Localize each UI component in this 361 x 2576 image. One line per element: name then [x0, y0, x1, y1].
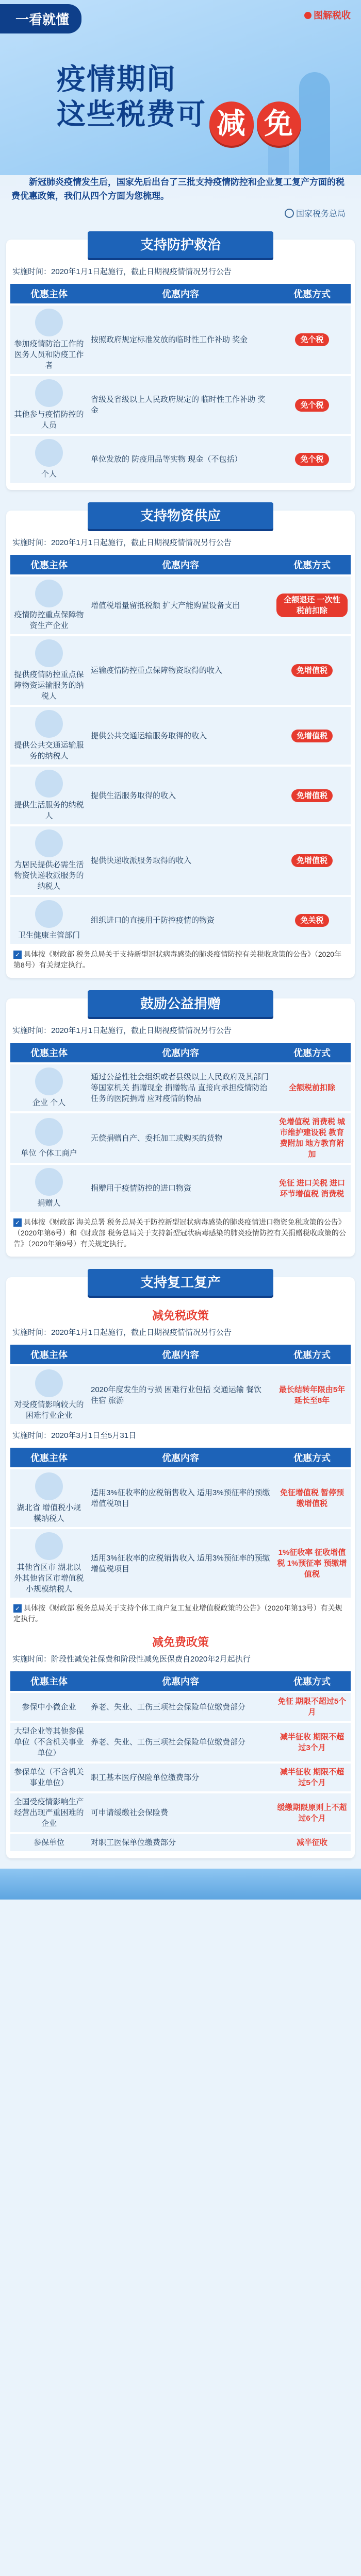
- policy-table: [6, 1041, 355, 1214]
- courier-icon: [35, 829, 63, 857]
- section-donation: [6, 998, 355, 1257]
- health-dept-icon: [35, 900, 63, 928]
- table-row: [10, 707, 351, 765]
- cell-subject: [10, 577, 88, 634]
- source-text: 国家税务总局: [296, 210, 346, 218]
- section-note: [6, 946, 355, 973]
- donor-icon: [35, 1168, 63, 1196]
- col-content: 优惠内容: [88, 1345, 273, 1364]
- building-decoration-icon: [299, 72, 330, 175]
- col-content: 优惠内容: [88, 1671, 273, 1691]
- site-logo[interactable]: [304, 8, 351, 22]
- section-supply: [6, 508, 355, 978]
- cell-subject: 大型企业等其他参保单位（不含机关事业单位）: [10, 1723, 88, 1761]
- cell-way: [273, 826, 351, 895]
- cell-content: 通过公益性社会组织或者县级以上人民政府及其部门等国家机关 捐赠现金 捐赠物品 直接向承担疫情防治任务的医院捐赠 应对疫情的物品: [88, 1064, 273, 1111]
- cell-way: [273, 767, 351, 824]
- cell-subject: 参保单位: [10, 1834, 88, 1851]
- hubei-map-icon: [35, 1472, 63, 1500]
- china-map-icon: [35, 1532, 63, 1560]
- cell-subject: [10, 1165, 88, 1212]
- cell-subject: 全国受疫情影响生产经营出现严重困难的企业: [10, 1793, 88, 1832]
- col-subject: 优惠主体: [10, 1448, 88, 1467]
- way-text: 免征 进口关税 进口环节增值税 消费税: [278, 1178, 346, 1198]
- col-content: 优惠内容: [88, 1448, 273, 1467]
- cell-subject: [10, 376, 88, 434]
- hero-banner: [0, 0, 361, 175]
- way-text: 1%征收率 征收增值税 1%预征率 预缴增值税: [277, 1548, 347, 1579]
- table-row: [10, 1723, 351, 1761]
- logo-text: 图解税收: [314, 10, 351, 21]
- cell-way: [273, 1529, 351, 1598]
- table-row: [10, 767, 351, 824]
- check-icon: ✓: [13, 951, 22, 959]
- section-title: 支持物资供应: [88, 502, 273, 529]
- section-protection: [6, 237, 355, 490]
- subject-text: 提供生活服务的纳税人: [14, 801, 84, 820]
- cell-content: 适用3%征收率的应税销售收入 适用3%预征率的预缴增值税项目: [88, 1469, 273, 1527]
- worker-icon: [35, 379, 63, 407]
- cell-subject: [10, 1064, 88, 1111]
- person-icon: [35, 439, 63, 467]
- section-note: [6, 1214, 355, 1251]
- title-line-2: [57, 97, 301, 146]
- title-line-1: 疫情期间: [57, 63, 176, 95]
- way-badge: 免增值税: [291, 854, 333, 867]
- subject-text: 疫情防控重点保障物资生产企业: [14, 611, 84, 630]
- col-way: 优惠方式: [273, 1345, 351, 1364]
- source-credit: [0, 207, 346, 219]
- logo-icon: [304, 12, 311, 19]
- section-time: 实施时间：阶段性减免社保费和阶段性减免医保费自2020年2月起执行: [12, 1655, 251, 1664]
- way-text: 减半征收 期限不超过3个月: [280, 1732, 344, 1752]
- cell-way: [273, 1723, 351, 1761]
- cell-way: [273, 707, 351, 765]
- table-header: [10, 1345, 351, 1364]
- section-note: [6, 1600, 355, 1626]
- section-time: 实施时间：2020年1月1日起施行，截止日期视疫情情况另行公告: [12, 538, 232, 547]
- subsection-title: 减免费政策: [152, 1636, 209, 1649]
- col-way: 优惠方式: [273, 1043, 351, 1062]
- section-time: 实施时间：2020年1月1日起施行，截止日期视疫情情况另行公告: [12, 267, 232, 276]
- col-subject: 优惠主体: [10, 284, 88, 303]
- table-header: [10, 1043, 351, 1062]
- section-title: 鼓励公益捐赠: [88, 990, 273, 1017]
- cell-way: [273, 1793, 351, 1832]
- cell-content: 职工基本医疗保险单位缴费部分: [88, 1764, 273, 1791]
- way-badge: 免增值税: [291, 789, 333, 802]
- cell-subject: [10, 826, 88, 895]
- cell-content: 按照政府规定标准发放的临时性工作补助 奖金: [88, 306, 273, 374]
- cell-content: 捐赠用于疫情防控的进口物资: [88, 1165, 273, 1212]
- subject-text: 其他参与疫情防控的人员: [14, 410, 84, 430]
- cell-subject: [10, 436, 88, 483]
- cell-way: [273, 306, 351, 374]
- table-row: [10, 826, 351, 895]
- table-row: [10, 1064, 351, 1111]
- title-jian-badge: 减: [209, 101, 254, 146]
- col-way: 优惠方式: [273, 1671, 351, 1691]
- col-subject: 优惠主体: [10, 555, 88, 574]
- cell-subject: [10, 1469, 88, 1527]
- table-row: [10, 636, 351, 705]
- table-row: [10, 436, 351, 483]
- truck-icon: [35, 639, 63, 667]
- cell-way: [273, 636, 351, 705]
- section-title: 支持防护救治: [88, 231, 273, 258]
- cell-way: [273, 1113, 351, 1163]
- cell-content: 养老、失业、工伤三项社会保险单位缴费部分: [88, 1723, 273, 1761]
- cell-subject: 参保中小微企业: [10, 1693, 88, 1721]
- cell-subject: [10, 767, 88, 824]
- factory-icon: [35, 580, 63, 607]
- col-way: 优惠方式: [273, 284, 351, 303]
- cell-way: [273, 1834, 351, 1851]
- table-header: [10, 1448, 351, 1467]
- title-mian-badge: 免: [257, 101, 301, 146]
- bus-icon: [35, 710, 63, 738]
- cell-way: [273, 376, 351, 434]
- cell-way: [273, 436, 351, 483]
- policy-table: [6, 553, 355, 946]
- subject-text: 个人: [41, 470, 57, 479]
- section-resumption: [6, 1277, 355, 1858]
- subject-text: 参加疫情防治工作的医务人员和防疫工作者: [14, 340, 84, 370]
- cell-way: [273, 1764, 351, 1791]
- cell-subject: [10, 1113, 88, 1163]
- way-badge: 免个税: [295, 399, 329, 412]
- cell-subject: [10, 636, 88, 705]
- table-row: [10, 577, 351, 634]
- way-badge: 全额退还 一次性税前扣除: [276, 594, 348, 617]
- enterprise-icon: [35, 1067, 63, 1095]
- check-icon: ✓: [13, 1218, 22, 1227]
- subject-text: 其他省区市 湖北以外其他省区市增值税小规模纳税人: [14, 1563, 84, 1594]
- way-badge: 免增值税: [291, 730, 333, 742]
- section-time: 实施时间：2020年3月1日至5月31日: [12, 1431, 137, 1440]
- table-row: [10, 1693, 351, 1721]
- col-content: 优惠内容: [88, 284, 273, 303]
- way-badge: 免个税: [295, 333, 329, 346]
- cell-way: [273, 1165, 351, 1212]
- col-content: 优惠内容: [88, 1043, 273, 1062]
- subject-text: 单位 个体工商户: [21, 1148, 77, 1158]
- cell-content: 无偿捐赠自产、委托加工或购买的货物: [88, 1113, 273, 1163]
- service-icon: [35, 770, 63, 798]
- subject-text: 卫生健康主管部门: [18, 931, 80, 940]
- cell-content: 可申请缓缴社会保险费: [88, 1793, 273, 1832]
- note-text: 具体按《财政部 税务总局关于支持新型冠状病毒感染的肺炎疫情防控有关税收政策的公告》（2020年第8号）有关规定执行。: [13, 950, 342, 969]
- page-title: [57, 62, 301, 146]
- cell-content: 提供快递收派服务取得的收入: [88, 826, 273, 895]
- policy-table: [6, 282, 355, 485]
- header-tag: 一看就懂: [0, 4, 81, 33]
- subject-text: 提供公共交通运输服务的纳税人: [14, 741, 84, 760]
- cell-content: 省级及省级以上人民政府规定的 临时性工作补助 奖金: [88, 376, 273, 434]
- subject-text: 湖北省 增值税小规模纳税人: [17, 1503, 81, 1523]
- col-way: 优惠方式: [273, 1448, 351, 1467]
- table-row: [10, 1764, 351, 1791]
- section-title: 支持复工复产: [88, 1269, 273, 1296]
- section-time: 实施时间：2020年1月1日起施行，截止日期视疫情情况另行公告: [12, 1026, 232, 1035]
- way-text: 最长结转年限由5年延长至8年: [278, 1385, 346, 1405]
- subsection-title: 减免税政策: [152, 1309, 209, 1322]
- table-row: [10, 1469, 351, 1527]
- way-text: 全额税前扣除: [288, 1083, 335, 1092]
- cell-content: 对职工医保单位缴费部分: [88, 1834, 273, 1851]
- note-text: 具体按《财政部 海关总署 税务总局关于防控新型冠状病毒感染的肺炎疫情进口物资免税政策的公告》（2020年第6号）和《财政部 税务总局关于支持新型冠状病毒感染的肺炎疫情防控有关捐赠税收政策的公告》（2020年第9号）有关规定执行。: [13, 1218, 346, 1248]
- cell-content: 增值税增量留抵税额 扩大产能购置设备支出: [88, 577, 273, 634]
- note-text: 具体按《财政部 税务总局关于支持个体工商户复工复业增值税政策的公告》（2020年第13号）有关规定执行。: [13, 1604, 342, 1623]
- tax-bureau-icon: [285, 209, 294, 218]
- policy-table: [6, 1446, 355, 1600]
- cell-subject: [10, 1529, 88, 1598]
- table-header: [10, 1671, 351, 1691]
- cell-subject: [10, 306, 88, 374]
- way-badge: 免增值税: [291, 664, 333, 677]
- subject-text: 提供疫情防控重点保障物资运输服务的纳税人: [14, 670, 84, 701]
- cell-content: 提供公共交通运输服务取得的收入: [88, 707, 273, 765]
- way-text: 缓缴期限原则上不超过6个月: [277, 1803, 347, 1823]
- cell-content: 2020年度发生的亏损 困难行业包括 交通运输 餐饮 住宿 旅游: [88, 1366, 273, 1424]
- way-badge: 免关税: [295, 914, 329, 927]
- cell-subject: [10, 1366, 88, 1424]
- intro-text: 新冠肺炎疫情发生后，国家先后出台了三批支持疫情防控和企业复工复产方面的税费优惠政策，我们从四个方面为您梳理。: [11, 177, 344, 201]
- table-row: [10, 1834, 351, 1851]
- industry-icon: [35, 1369, 63, 1397]
- cell-subject: [10, 707, 88, 765]
- cell-subject: [10, 897, 88, 944]
- col-subject: 优惠主体: [10, 1043, 88, 1062]
- way-text: 减半征收: [296, 1838, 327, 1847]
- table-row: [10, 1113, 351, 1163]
- table-row: [10, 1793, 351, 1832]
- subject-text: 捐赠人: [37, 1199, 61, 1208]
- cell-content: 单位发放的 防疫用品等实物 现金（不包括）: [88, 436, 273, 483]
- table-row: [10, 306, 351, 374]
- cell-content: 养老、失业、工伤三项社会保险单位缴费部分: [88, 1693, 273, 1721]
- cell-content: 提供生活服务取得的收入: [88, 767, 273, 824]
- table-row: [10, 897, 351, 944]
- cell-way: [273, 1064, 351, 1111]
- shop-icon: [35, 1118, 63, 1146]
- cell-way: [273, 897, 351, 944]
- col-content: 优惠内容: [88, 555, 273, 574]
- col-subject: 优惠主体: [10, 1671, 88, 1691]
- cell-way: [273, 1693, 351, 1721]
- cell-content: 适用3%征收率的应税销售收入 适用3%预征率的预缴增值税项目: [88, 1529, 273, 1598]
- cell-way: [273, 577, 351, 634]
- way-badge: 免个税: [295, 453, 329, 466]
- check-icon: ✓: [13, 1604, 22, 1613]
- way-text: 免征 期限不超过5个月: [277, 1697, 347, 1717]
- footer-decoration: [0, 1869, 361, 1900]
- col-subject: 优惠主体: [10, 1345, 88, 1364]
- cell-content: 组织进口的直接用于防控疫情的物资: [88, 897, 273, 944]
- table-row: [10, 376, 351, 434]
- subject-text: 为居民提供必需生活物资快递收派服务的纳税人: [14, 860, 84, 891]
- way-text: 免征增值税 暂停预缴增值税: [280, 1488, 344, 1508]
- col-way: 优惠方式: [273, 555, 351, 574]
- cell-way: [273, 1469, 351, 1527]
- doctor-icon: [35, 309, 63, 336]
- way-text: 免增值税 消费税 城市维护建设税 教育费附加 地方教育附加: [278, 1117, 346, 1159]
- policy-table: [6, 1343, 355, 1426]
- table-header: [10, 284, 351, 303]
- title-line-2-text: 这些税费可: [57, 98, 206, 130]
- table-header: [10, 555, 351, 574]
- cell-way: [273, 1366, 351, 1424]
- cell-subject: 参保单位（不含机关事业单位）: [10, 1764, 88, 1791]
- section-time: 实施时间：2020年1月1日起施行，截止日期视疫情情况另行公告: [12, 1328, 232, 1337]
- table-row: [10, 1366, 351, 1424]
- policy-table: [6, 1669, 355, 1853]
- way-text: 减半征收 期限不超过5个月: [280, 1768, 344, 1787]
- table-row: [10, 1529, 351, 1598]
- subject-text: 对受疫情影响较大的困难行业企业: [14, 1400, 84, 1420]
- subject-text: 企业 个人: [32, 1098, 66, 1107]
- table-row: [10, 1165, 351, 1212]
- cell-content: 运输疫情防控重点保障物资取得的收入: [88, 636, 273, 705]
